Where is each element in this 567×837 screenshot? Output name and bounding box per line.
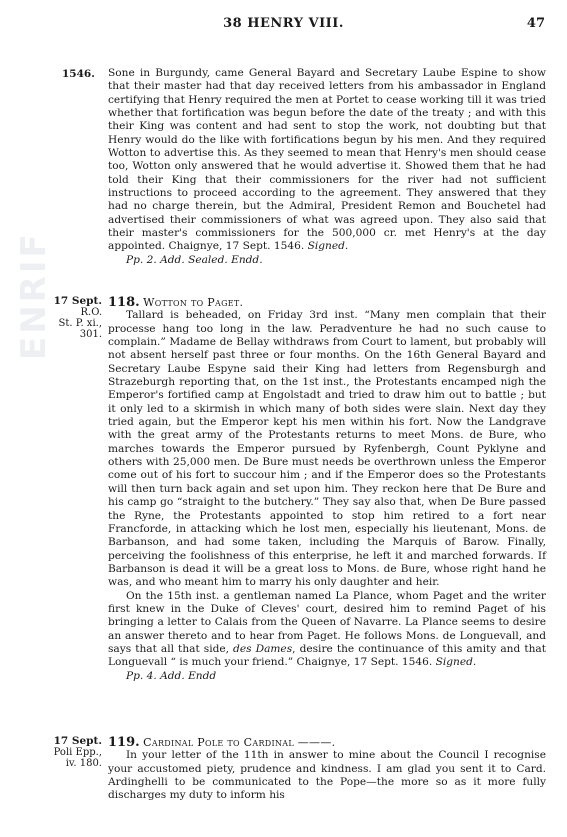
entry-119-date: 17 Sept. xyxy=(53,735,102,747)
signed-label: Signed. xyxy=(435,656,477,669)
entry-119-paragraph-1: In your letter of the 11th in answer to mine about the Council I recognise your accustomed piety, prudence and kindness. I am glad you sent it to Card. Ardinghelli to be communicated to the Pope—the more so as it more fully discharges my duty to inform his xyxy=(108,749,546,802)
continuation-entry xyxy=(108,67,546,267)
watermark-text: ENRIF xyxy=(14,231,54,360)
page-number: 47 xyxy=(526,16,545,31)
entry-119-margin xyxy=(40,736,102,769)
entry-118-margin xyxy=(40,296,102,340)
page-header xyxy=(0,16,567,34)
continuation-text: Sone in Burgundy, came General Bayard and Secretary Laube Espine to show that their master had that day received letters from his ambassador in England certifying that Henry required the men at Portet to cease working till it was tried whether that fortification was begun before the date of the treaty ; and with this their King was content and had sent to stop the work, not doubting but that Henry would do the like with fortifications begun by his men. And they required Wotton to advertise this. As they seemed to mean that Henry's men should cease too, Wotton only answered that he would advertise it. Showed them that he had told their King that their commissioners for the river had not sufficient instructions to proceed according to the agreement. They answered that they had no charge therein, but the Admiral, President Remon and Bouchetel had advertised their commissioners of what was agreed upon. They also said that their master's commissioners for the 500,000 cr. met Henry's at the day appointed. Chaignye, 17 Sept. 1546. Signed. xyxy=(108,67,546,253)
entry-118-source: R.O. xyxy=(80,307,102,318)
entry-118 xyxy=(108,296,546,683)
endorsement-line: Pp. 2. Add. Sealed. Endd. xyxy=(126,253,263,266)
entry-118-number: 118. xyxy=(108,295,140,310)
entry-119 xyxy=(108,736,546,803)
italic-phrase: des Dames xyxy=(233,642,293,655)
entry-119-title: Cardinal Pole to Cardinal ———. xyxy=(143,736,336,749)
entry-118-paragraph-1: Tallard is beheaded, on Friday 3rd inst. “Many men complain that their processe hang too long in the law. Peradventure he had no such cause to complain.” Madame de Bellay withdraws from Court to lament, but probably will not absent herself past three or four months. On the 16th General Bayard and Secretary Laube Espyne said their King had letters from Regensburgh and Strazeburgh reporting that, on the 1st inst., the Protestants encamped nigh the Emperor's fortified camp at Engolstadt and tried to draw him out to battle ; but it only led to a skirmish in which many of both sides were slain. Next day they tried again, but the Emperor kept his men within his fort. Now the Landgrave with the great army of the Protestants returns to meet Mons. de Bure, who marches towards the Emperor pursued by Ryfenbergh, Count Pyklyne and others with 25,000 men. De Bure must needs be overthrown unless the Emperor come out of his fort to succour him ; and if the Emperor does so the Protestants will then turn back again and set upon him. They reckon here that De Bure and his camp go “straight to the butchery.” They say also that, when De Bure passed the Ryne, the Protestants appointed to stop him retired to a fort near Francforde, in attacking which he lost men, especially his lieutenant, Mons. de Barbanson, and had some taken, including the Marquis of Barow. Finally, perceiving the foolishness of this enterprise, he left it and marched forwards. If Barbanson is dead it will be a great loss to Mons. de Bure, whose right hand he was, and who meant him to marry his only daughter and heir. xyxy=(108,309,546,589)
running-title: 38 HENRY VIII. xyxy=(223,16,344,31)
year-margin-note: 1546. xyxy=(62,68,95,80)
entry-119-number: 119. xyxy=(108,735,140,750)
entry-118-source-page: 301. xyxy=(79,329,102,340)
entry-118-endorsement: Pp. 4. Add. Endd xyxy=(126,669,217,682)
entry-119-source: Poli Epp., xyxy=(53,747,102,758)
entry-118-heading xyxy=(108,296,546,309)
entry-119-heading xyxy=(108,736,546,749)
entry-118-paragraph-2: On the 15th inst. a gentleman named La Plance, whom Paget and the writer first knew in the Duke of Cleves' court, desired him to remind Paget of his bringing a letter to Calais from the Queen of Navarre. La Plance seems to desire an answer thereto and to hear from Paget. He follows Mons. de Longuevall, and says that all that side, des Dames, desire the continuance of this amity and that Longuevall “ is much your friend.” Chaignye, 17 Sept. 1546. Signed. xyxy=(108,589,546,669)
entry-118-source-volume: St. P. xi., xyxy=(58,318,102,329)
entry-118-date: 17 Sept. xyxy=(53,295,102,307)
entry-119-source-volume: iv. 180. xyxy=(65,758,102,769)
entry-118-title: Wotton to Paget. xyxy=(143,296,244,309)
signed-label: Signed. xyxy=(307,240,349,253)
